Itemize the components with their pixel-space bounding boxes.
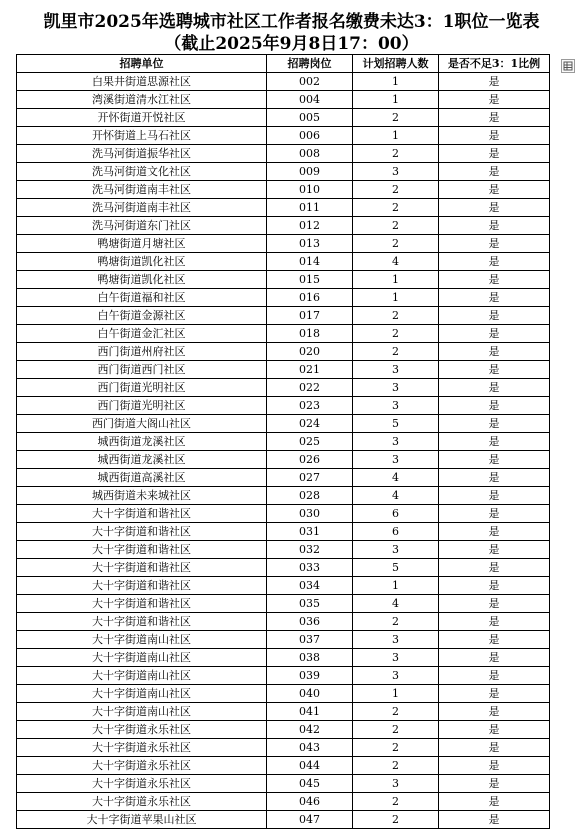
table-row <box>17 397 550 415</box>
table-row <box>17 361 550 379</box>
cell-ratio-flag: 是 <box>439 343 550 361</box>
positions-table <box>16 54 550 829</box>
cell-ratio-flag: 是 <box>439 523 550 541</box>
cell-ratio-flag: 是 <box>439 505 550 523</box>
cell-position: 005 <box>267 109 353 127</box>
cell-planned-count: 4 <box>353 595 439 613</box>
cell-unit: 大十字街道永乐社区 <box>17 739 267 757</box>
cell-planned-count: 2 <box>353 307 439 325</box>
cell-unit: 西门街道西门社区 <box>17 361 267 379</box>
table-row <box>17 721 550 739</box>
table-row <box>17 649 550 667</box>
cell-unit: 西门街道大阁山社区 <box>17 415 267 433</box>
table-row <box>17 541 550 559</box>
cell-position: 002 <box>267 73 353 91</box>
cell-planned-count: 1 <box>353 271 439 289</box>
cell-ratio-flag: 是 <box>439 559 550 577</box>
table-row <box>17 739 550 757</box>
table-header-row <box>17 55 550 73</box>
cell-unit: 大十字街道和谐社区 <box>17 577 267 595</box>
table-row <box>17 253 550 271</box>
cell-position: 010 <box>267 181 353 199</box>
cell-position: 022 <box>267 379 353 397</box>
cell-planned-count: 4 <box>353 253 439 271</box>
cell-unit: 大十字街道和谐社区 <box>17 613 267 631</box>
cell-position: 013 <box>267 235 353 253</box>
cell-position: 023 <box>267 397 353 415</box>
cell-ratio-flag: 是 <box>439 793 550 811</box>
table-row <box>17 325 550 343</box>
cell-planned-count: 4 <box>353 469 439 487</box>
cell-ratio-flag: 是 <box>439 631 550 649</box>
table-row <box>17 91 550 109</box>
cell-planned-count: 2 <box>353 217 439 235</box>
cell-unit: 大十字街道南山社区 <box>17 685 267 703</box>
cell-planned-count: 1 <box>353 73 439 91</box>
cell-planned-count: 2 <box>353 235 439 253</box>
cell-ratio-flag: 是 <box>439 469 550 487</box>
table-row <box>17 343 550 361</box>
table-row <box>17 307 550 325</box>
cell-ratio-flag: 是 <box>439 217 550 235</box>
cell-planned-count: 2 <box>353 199 439 217</box>
table-row <box>17 775 550 793</box>
cell-ratio-flag: 是 <box>439 757 550 775</box>
cell-unit: 大十字街道和谐社区 <box>17 559 267 577</box>
table-row <box>17 793 550 811</box>
table-row <box>17 433 550 451</box>
cell-ratio-flag: 是 <box>439 235 550 253</box>
cell-unit: 鸭塘街道凯化社区 <box>17 253 267 271</box>
cell-planned-count: 5 <box>353 415 439 433</box>
cell-position: 011 <box>267 199 353 217</box>
cell-position: 016 <box>267 289 353 307</box>
cell-position: 012 <box>267 217 353 235</box>
cell-position: 030 <box>267 505 353 523</box>
cell-unit: 白午街道福和社区 <box>17 289 267 307</box>
table-body <box>17 73 550 829</box>
cell-unit: 开怀街道上马石社区 <box>17 127 267 145</box>
cell-unit: 白午街道金汇社区 <box>17 325 267 343</box>
cell-unit: 大十字街道和谐社区 <box>17 595 267 613</box>
cell-position: 004 <box>267 91 353 109</box>
cell-unit: 鸭塘街道凯化社区 <box>17 271 267 289</box>
cell-position: 014 <box>267 253 353 271</box>
cell-position: 038 <box>267 649 353 667</box>
cell-unit: 大十字街道苹果山社区 <box>17 811 267 829</box>
cell-ratio-flag: 是 <box>439 199 550 217</box>
cell-planned-count: 3 <box>353 775 439 793</box>
cell-ratio-flag: 是 <box>439 577 550 595</box>
cell-unit: 西门街道光明社区 <box>17 379 267 397</box>
table-row <box>17 703 550 721</box>
cell-position: 006 <box>267 127 353 145</box>
cell-planned-count: 3 <box>353 667 439 685</box>
table-row <box>17 199 550 217</box>
table-row <box>17 487 550 505</box>
table-row <box>17 181 550 199</box>
cell-planned-count: 2 <box>353 109 439 127</box>
cell-planned-count: 3 <box>353 379 439 397</box>
table-row <box>17 289 550 307</box>
cell-unit: 大十字街道南山社区 <box>17 667 267 685</box>
cell-ratio-flag: 是 <box>439 811 550 829</box>
table-row <box>17 451 550 469</box>
cell-planned-count: 5 <box>353 559 439 577</box>
table-row <box>17 613 550 631</box>
cell-unit: 洗马河街道东门社区 <box>17 217 267 235</box>
table-row <box>17 505 550 523</box>
cell-ratio-flag: 是 <box>439 649 550 667</box>
table-row <box>17 559 550 577</box>
cell-ratio-flag: 是 <box>439 91 550 109</box>
cell-unit: 大十字街道永乐社区 <box>17 775 267 793</box>
cell-ratio-flag: 是 <box>439 667 550 685</box>
table-row <box>17 595 550 613</box>
cell-position: 044 <box>267 757 353 775</box>
cell-planned-count: 2 <box>353 343 439 361</box>
cell-position: 037 <box>267 631 353 649</box>
cell-unit: 白果井街道思源社区 <box>17 73 267 91</box>
cell-unit: 城西街道龙溪社区 <box>17 433 267 451</box>
cell-ratio-flag: 是 <box>439 541 550 559</box>
cell-position: 015 <box>267 271 353 289</box>
cell-unit: 西门街道光明社区 <box>17 397 267 415</box>
cell-ratio-flag: 是 <box>439 487 550 505</box>
cell-planned-count: 3 <box>353 631 439 649</box>
cell-position: 046 <box>267 793 353 811</box>
table-row <box>17 217 550 235</box>
cell-unit: 大十字街道永乐社区 <box>17 757 267 775</box>
cell-position: 047 <box>267 811 353 829</box>
table-row <box>17 379 550 397</box>
cell-position: 020 <box>267 343 353 361</box>
cell-position: 008 <box>267 145 353 163</box>
cell-position: 043 <box>267 739 353 757</box>
cell-position: 018 <box>267 325 353 343</box>
cell-ratio-flag: 是 <box>439 163 550 181</box>
header-ratio-flag: 是否不足3：1比例 <box>439 55 550 73</box>
cell-unit: 洗马河街道南丰社区 <box>17 181 267 199</box>
cell-ratio-flag: 是 <box>439 181 550 199</box>
cell-unit: 大十字街道南山社区 <box>17 649 267 667</box>
cell-position: 009 <box>267 163 353 181</box>
cell-planned-count: 2 <box>353 793 439 811</box>
cell-ratio-flag: 是 <box>439 775 550 793</box>
cell-position: 041 <box>267 703 353 721</box>
cell-position: 031 <box>267 523 353 541</box>
cell-unit: 大十字街道和谐社区 <box>17 505 267 523</box>
cell-planned-count: 3 <box>353 361 439 379</box>
cell-position: 036 <box>267 613 353 631</box>
cell-ratio-flag: 是 <box>439 271 550 289</box>
cell-position: 017 <box>267 307 353 325</box>
cell-ratio-flag: 是 <box>439 325 550 343</box>
cell-position: 028 <box>267 487 353 505</box>
table-row <box>17 271 550 289</box>
cell-planned-count: 3 <box>353 163 439 181</box>
cell-ratio-flag: 是 <box>439 253 550 271</box>
table-row <box>17 631 550 649</box>
cell-ratio-flag: 是 <box>439 595 550 613</box>
cell-planned-count: 2 <box>353 325 439 343</box>
cell-position: 033 <box>267 559 353 577</box>
cell-unit: 大十字街道南山社区 <box>17 631 267 649</box>
cell-position: 021 <box>267 361 353 379</box>
cell-planned-count: 3 <box>353 451 439 469</box>
cell-ratio-flag: 是 <box>439 109 550 127</box>
cell-position: 024 <box>267 415 353 433</box>
cell-position: 025 <box>267 433 353 451</box>
cell-unit: 大十字街道和谐社区 <box>17 523 267 541</box>
cell-planned-count: 1 <box>353 91 439 109</box>
table-row <box>17 235 550 253</box>
table-row <box>17 523 550 541</box>
cell-ratio-flag: 是 <box>439 145 550 163</box>
cell-ratio-flag: 是 <box>439 415 550 433</box>
cell-unit: 大十字街道南山社区 <box>17 703 267 721</box>
cell-position: 039 <box>267 667 353 685</box>
cell-position: 027 <box>267 469 353 487</box>
table-row <box>17 73 550 91</box>
cell-planned-count: 2 <box>353 181 439 199</box>
cell-planned-count: 3 <box>353 541 439 559</box>
table-row <box>17 145 550 163</box>
cell-unit: 大十字街道和谐社区 <box>17 541 267 559</box>
cell-ratio-flag: 是 <box>439 361 550 379</box>
cell-ratio-flag: 是 <box>439 433 550 451</box>
cell-position: 032 <box>267 541 353 559</box>
cell-position: 040 <box>267 685 353 703</box>
page-title: 凯里市2025年选聘城市社区工作者报名缴费未达3：1职位一览表 <box>43 12 540 32</box>
cell-unit: 城西街道高溪社区 <box>17 469 267 487</box>
cell-planned-count: 2 <box>353 613 439 631</box>
cell-unit: 开怀街道开悦社区 <box>17 109 267 127</box>
cell-ratio-flag: 是 <box>439 73 550 91</box>
cell-planned-count: 3 <box>353 433 439 451</box>
page-subtitle: （截止2025年9月8日17：00） <box>164 34 419 54</box>
cell-ratio-flag: 是 <box>439 703 550 721</box>
table-view-icon[interactable] <box>561 59 575 73</box>
cell-unit: 大十字街道永乐社区 <box>17 793 267 811</box>
table-row <box>17 685 550 703</box>
cell-unit: 白午街道金源社区 <box>17 307 267 325</box>
cell-unit: 大十字街道永乐社区 <box>17 721 267 739</box>
cell-unit: 洗马河街道文化社区 <box>17 163 267 181</box>
table-row <box>17 127 550 145</box>
cell-ratio-flag: 是 <box>439 613 550 631</box>
cell-position: 026 <box>267 451 353 469</box>
cell-position: 035 <box>267 595 353 613</box>
cell-ratio-flag: 是 <box>439 127 550 145</box>
cell-ratio-flag: 是 <box>439 307 550 325</box>
table-row <box>17 163 550 181</box>
table-row <box>17 109 550 127</box>
table-row <box>17 667 550 685</box>
cell-planned-count: 1 <box>353 289 439 307</box>
header-unit: 招聘单位 <box>17 55 267 73</box>
cell-planned-count: 3 <box>353 649 439 667</box>
cell-position: 042 <box>267 721 353 739</box>
cell-planned-count: 1 <box>353 685 439 703</box>
cell-ratio-flag: 是 <box>439 739 550 757</box>
cell-planned-count: 2 <box>353 739 439 757</box>
table-row <box>17 811 550 829</box>
cell-unit: 西门街道州府社区 <box>17 343 267 361</box>
cell-unit: 城西街道未来城社区 <box>17 487 267 505</box>
table-row <box>17 577 550 595</box>
cell-planned-count: 2 <box>353 721 439 739</box>
cell-planned-count: 4 <box>353 487 439 505</box>
cell-ratio-flag: 是 <box>439 379 550 397</box>
cell-ratio-flag: 是 <box>439 289 550 307</box>
cell-planned-count: 6 <box>353 505 439 523</box>
cell-planned-count: 3 <box>353 397 439 415</box>
cell-position: 045 <box>267 775 353 793</box>
table-row <box>17 757 550 775</box>
table-row <box>17 469 550 487</box>
cell-position: 034 <box>267 577 353 595</box>
cell-planned-count: 1 <box>353 127 439 145</box>
cell-planned-count: 2 <box>353 757 439 775</box>
cell-unit: 城西街道龙溪社区 <box>17 451 267 469</box>
cell-planned-count: 2 <box>353 811 439 829</box>
cell-ratio-flag: 是 <box>439 685 550 703</box>
cell-unit: 洗马河街道南丰社区 <box>17 199 267 217</box>
cell-ratio-flag: 是 <box>439 721 550 739</box>
cell-planned-count: 1 <box>353 577 439 595</box>
cell-planned-count: 2 <box>353 703 439 721</box>
cell-planned-count: 2 <box>353 145 439 163</box>
cell-unit: 湾溪街道清水江社区 <box>17 91 267 109</box>
cell-unit: 鸭塘街道月塘社区 <box>17 235 267 253</box>
table-row <box>17 415 550 433</box>
cell-planned-count: 6 <box>353 523 439 541</box>
cell-ratio-flag: 是 <box>439 451 550 469</box>
cell-unit: 洗马河街道振华社区 <box>17 145 267 163</box>
header-planned-count: 计划招聘人数 <box>353 55 439 73</box>
cell-ratio-flag: 是 <box>439 397 550 415</box>
header-position: 招聘岗位 <box>267 55 353 73</box>
